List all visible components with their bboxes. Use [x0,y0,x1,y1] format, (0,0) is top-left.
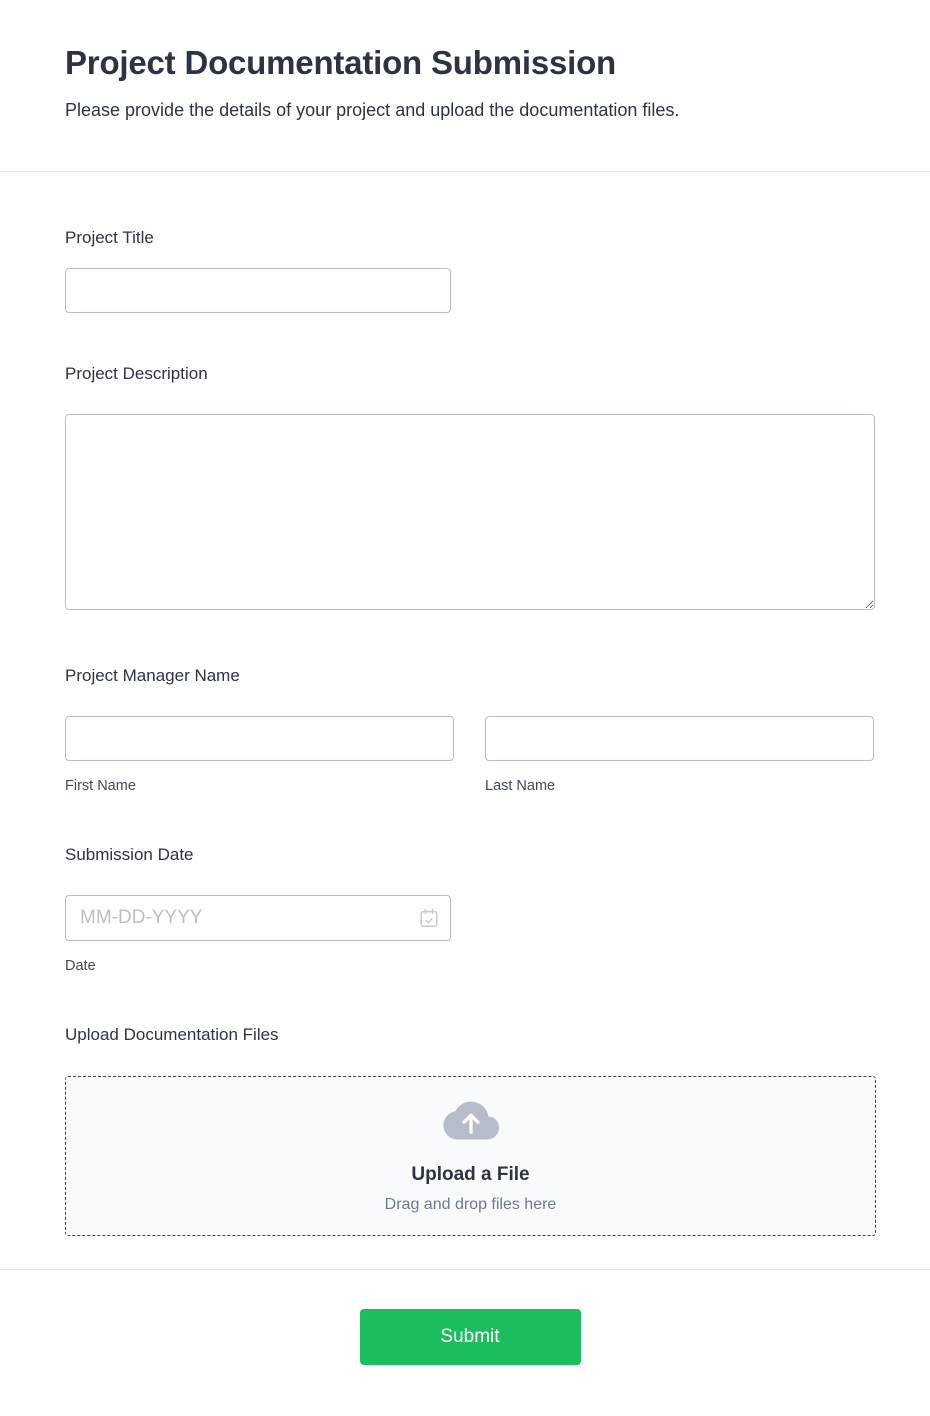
name-row [65,716,875,794]
submission-date-input[interactable] [65,895,451,941]
submit-button[interactable]: Submit [360,1309,581,1365]
upload-file-title: Upload a File [411,1163,530,1185]
page-subtitle: Please provide the details of your project and upload the documentation files. [65,99,680,120]
first-name-col [65,716,454,794]
form-header [0,0,930,123]
field-project-title [65,227,875,313]
cloud-upload-icon [442,1099,500,1150]
project-description-textarea[interactable] [65,414,875,610]
submit-row [0,1270,930,1416]
last-name-sublabel: Last Name [485,778,556,795]
upload-files-label: Upload Documentation Files [65,1025,279,1045]
upload-drag-hint: Drag and drop files here [384,1195,557,1213]
date-input-wrap [65,895,451,941]
project-title-label: Project Title [65,228,154,248]
field-project-description [65,363,875,615]
field-upload-files [65,1024,875,1236]
project-description-label: Project Description [65,364,208,384]
file-dropzone[interactable] [65,1076,876,1236]
project-title-input[interactable] [65,268,451,313]
field-project-manager-name [65,665,875,794]
calendar-check-icon[interactable] [417,906,441,930]
last-name-input[interactable] [485,716,874,761]
date-sublabel: Date [65,958,96,975]
last-name-col [485,716,874,794]
project-manager-name-label: Project Manager Name [65,666,240,686]
field-submission-date [65,844,875,974]
first-name-sublabel: First Name [65,778,136,795]
page-title: Project Documentation Submission [65,44,617,81]
first-name-input[interactable] [65,716,454,761]
submission-date-label: Submission Date [65,845,194,865]
header-divider [0,171,930,172]
form-body [0,227,930,1236]
